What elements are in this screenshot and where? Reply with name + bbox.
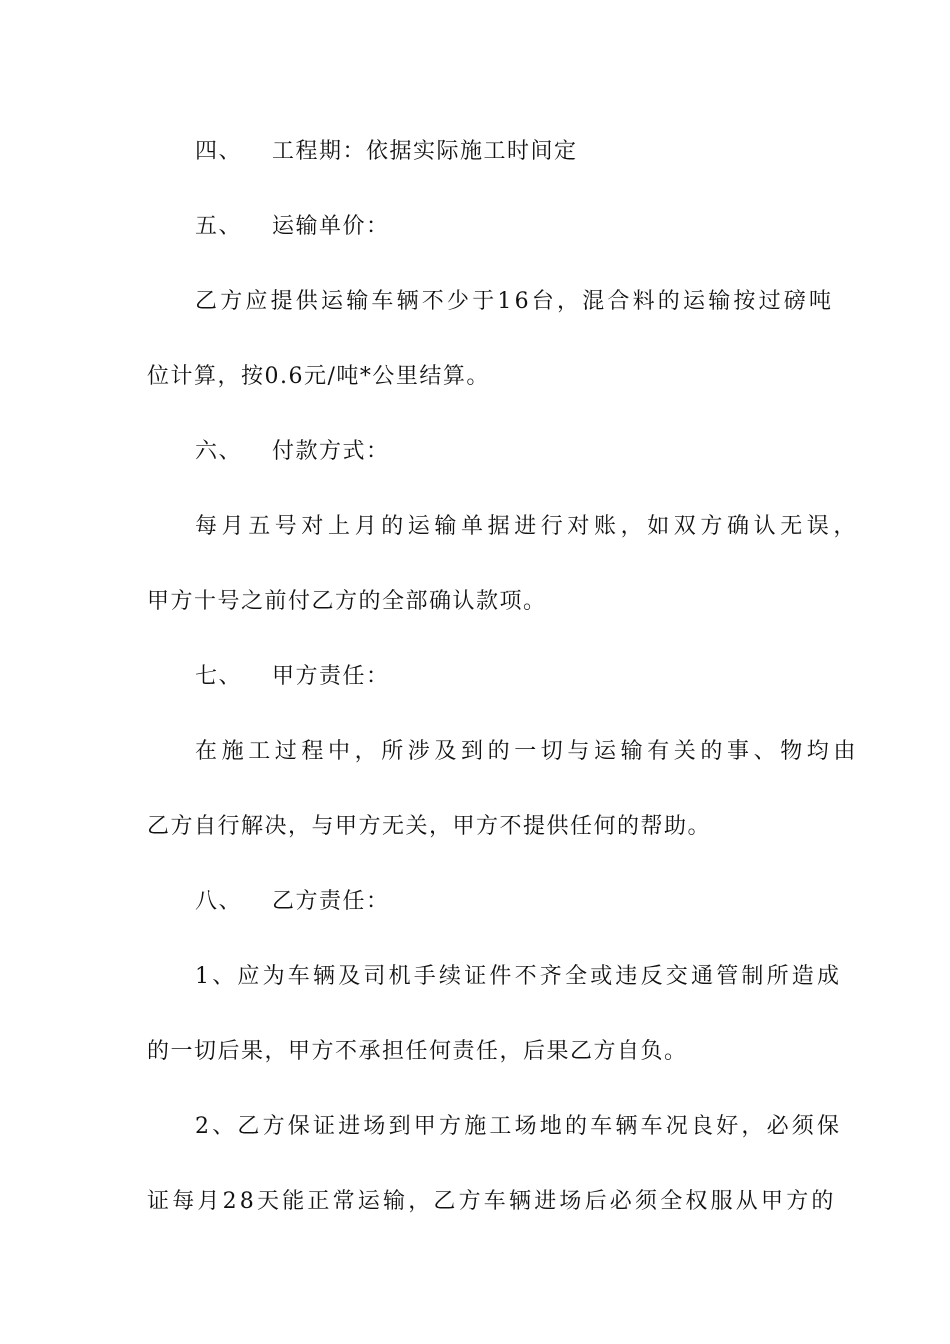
paragraph-line: 1、应为车辆及司机手续证件不齐全或违反交通管制所造成: [195, 964, 843, 989]
paragraph-line: 乙方自行解决，与甲方无关，甲方不提供任何的帮助。: [147, 814, 712, 839]
paragraph-line: 甲方十号之前付乙方的全部确认款项。: [147, 589, 547, 614]
section-title: 乙方责任：: [272, 889, 390, 914]
paragraph-line: 每月五号对上月的运输单据进行对账，如双方确认无误，: [195, 514, 861, 539]
section-heading-4: [195, 137, 578, 167]
paragraph-line: 位计算，按0.6元/吨*公里结算。: [147, 364, 490, 389]
section-number: 七、: [195, 664, 243, 689]
section-title: 甲方责任：: [272, 664, 390, 689]
paragraph-line: 乙方应提供运输车辆不少于16台，混合料的运输按过磅吨: [195, 289, 835, 314]
section-heading-8: [195, 887, 390, 917]
section-title: 工程期：依据实际施工时间定: [272, 139, 578, 164]
paragraph-line: 在施工过程中，所涉及到的一切与运输有关的事、物均由: [195, 739, 861, 764]
section-heading-5: [195, 212, 390, 242]
section-number: 四、: [195, 139, 243, 164]
section-number: 八、: [195, 889, 243, 914]
section-heading-7: [195, 662, 390, 692]
paragraph-line: 的一切后果，甲方不承担任何责任，后果乙方自负。: [147, 1039, 688, 1064]
section-heading-6: [195, 437, 390, 467]
section-number: 五、: [195, 214, 243, 239]
section-title: 付款方式：: [272, 439, 390, 464]
section-title: 运输单价：: [272, 214, 390, 239]
paragraph-line: 证每月28天能正常运输，乙方车辆进场后必须全权服从甲方的: [147, 1189, 837, 1214]
section-number: 六、: [195, 439, 243, 464]
paragraph-line: 2、乙方保证进场到甲方施工场地的车辆车况良好，必须保: [195, 1114, 843, 1139]
